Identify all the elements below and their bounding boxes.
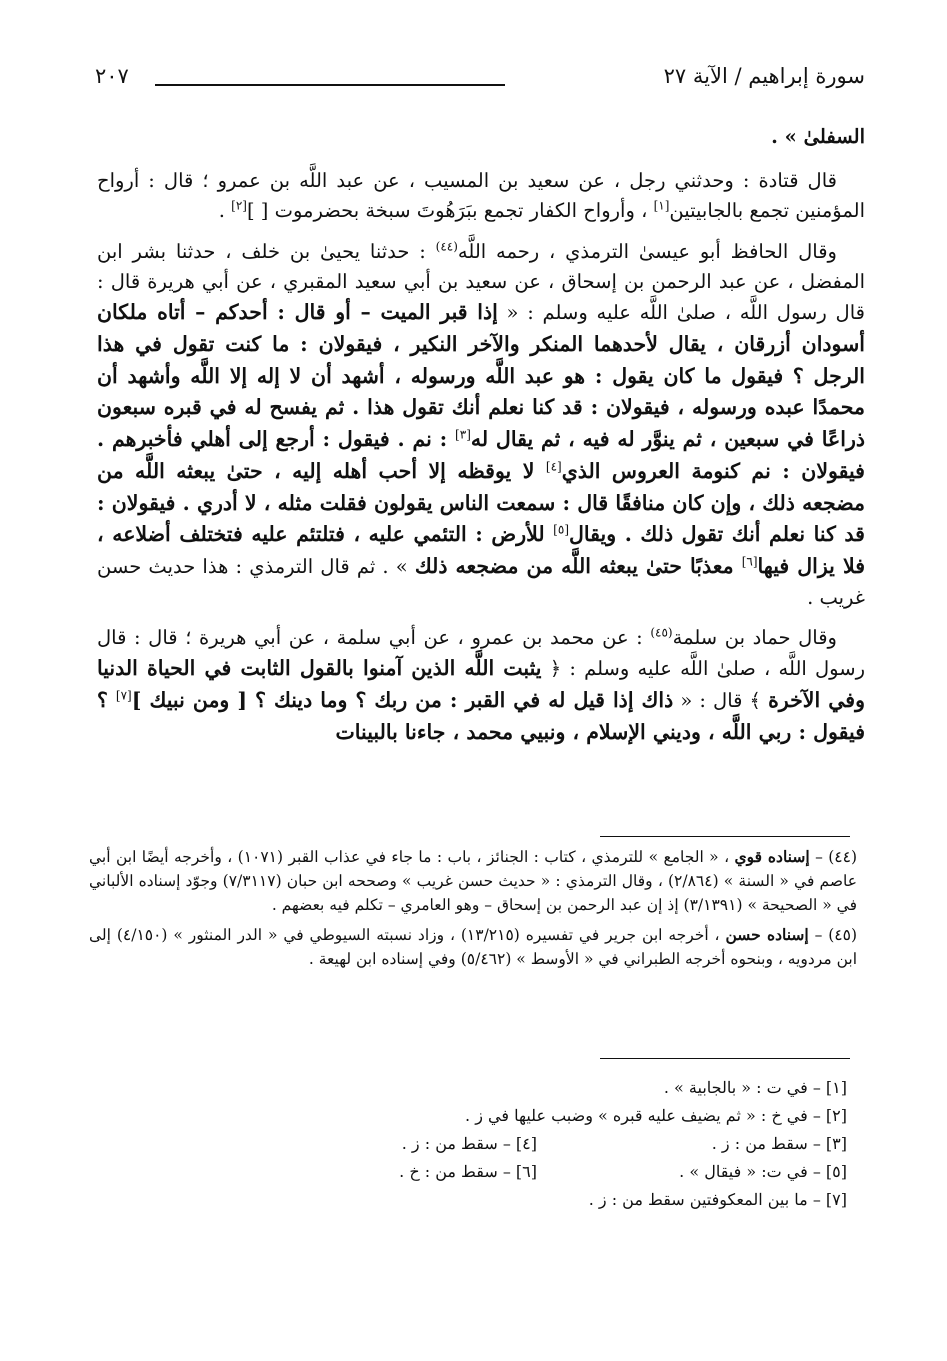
- variant-row-3: [227, 1130, 847, 1158]
- footnotes: [89, 845, 857, 977]
- variant-row-2: [227, 1102, 847, 1130]
- footnote-45: [89, 923, 857, 971]
- main-text: [97, 122, 865, 759]
- paragraph-hammad: [97, 623, 865, 749]
- variant-1: [١] – في ت : « بالجابية » .: [663, 1078, 847, 1097]
- hammad-hadith-1: ذاك إذا قيل له في القبر : من ربك ؟ وما دينك ؟ [ ومن نبيك ]: [131, 688, 674, 713]
- paragraph-closing-quote: [97, 122, 865, 152]
- variant-row-4: [227, 1158, 847, 1186]
- footnote-44-grade: إسناده قوي: [734, 847, 810, 866]
- footnote-ref-44: (٤٤): [435, 239, 458, 254]
- variant-4: [٤] – سقط من : ز .: [401, 1134, 537, 1153]
- variant-row-1: [227, 1074, 847, 1102]
- variant-ref-6: [٦]: [741, 554, 758, 569]
- header-rule: [155, 84, 505, 86]
- variant-row-5: [227, 1186, 847, 1214]
- closing-text: السفلىٰ » .: [771, 125, 865, 148]
- hammad-connector: ﴾ قال : «: [673, 689, 769, 713]
- footnote-45-text: ، أخرجه ابن جرير في تفسيره (١٣/٢١٥) ، وزاد نسبته السيوطي في « الدر المنثور » (٤/١٥٠) إلى ابن مردويه ، وبنحوه أخرجه الطبراني في « الأوسط » (٥/٤٦٢) وفي إسناده ابن لهيعة .: [89, 926, 857, 969]
- tirmidhi-intro: وقال الحافظ أبو عيسىٰ الترمذي ، رحمه اللَّه: [457, 239, 837, 263]
- variant-5: [٥] – في ت: « فيقال » .: [679, 1162, 847, 1181]
- variant-ref-3: [٣]: [455, 427, 471, 442]
- hadith-text-1: إذا قبر الميت – أو قال : أحدكم – أتاه ملكان أسودان أزرقان ، يقال لأحدهما المنكر والآخر النكير ، فيقولان : ما كنت تقول في هذا الرجل ؟ فيقول ما كان يقول : هو عبد اللَّه ورسوله ، أشهد أن لا إله إلا اللَّه وأشهد أن محمدًا عبده ورسوله ، فيقولان : قد كنا نعلم أنك تقول هذا . ثم يفسح له في قبره سبعون ذراعًا في سبعين ، ثم ينوَّر له فيه ، ثم يقال له: [97, 300, 865, 452]
- paragraph-qatada: [97, 166, 865, 226]
- tirmidhi-isnad: : حدثنا يحيىٰ بن خلف ، حدثنا بشر ابن المفضل ، عن عبد الرحمن بن إسحاق ، عن سعيد بن أبي سعيد المقبري ، عن أبي هريرة قال : قال رسول اللَّه ، صلىٰ اللَّه عليه وسلم : «: [97, 239, 865, 325]
- hadith-text-3: لا يوقظه إلا أحب أهله إليه ، حتىٰ يبعثه اللَّه من مضجعه ذلك ، وإن كان منافقًا قال : سمعت الناس يقولون فقلت مثله ، لا أدري . فيقولان : قد كنا نعلم أنك تقول ذلك . ويقال: [97, 458, 865, 547]
- qatada-text-c: .: [218, 199, 232, 223]
- hadith-text-4: للأرض : التئمي عليه ، فتلتئم عليه فتختلف أضلاعه ، فلا يزال فيها: [97, 522, 865, 579]
- hadith-text-5: معذبًا حتىٰ يبعثه اللَّه من مضجعه ذلك: [414, 554, 742, 579]
- hadith-text-2: : نم . فيقول : أرجع إلى أهلي فأخبرهم . فيقولان : نم كنومة العروس الذي: [97, 427, 865, 483]
- page-number: ٢٠٧: [95, 64, 129, 88]
- manuscript-variants: [227, 1074, 847, 1214]
- hammad-isnad: : عن محمد بن عمرو ، عن أبي سلمة ، عن أبي هريرة ؛ قال : قال رسول اللَّه ، صلىٰ اللَّه عليه وسلم : ﴿: [97, 626, 865, 681]
- footnote-44-number: (٤٤) –: [809, 848, 857, 866]
- tirmidhi-conclusion: » . ثم قال الترمذي : هذا حديث حسن غريب .: [97, 555, 865, 609]
- variant-7: [٧] – ما بين المعكوفتين سقط من : ز .: [588, 1190, 847, 1209]
- hammad-hadith-2: ؟ فيقول : ربي اللَّه ، وديني الإسلام ، ونبيي محمد ، جاءنا بالبينات: [97, 688, 865, 744]
- variant-2: [٢] – في خ : « ثم يضيف عليه قبره » وضبب عليها في ز .: [465, 1106, 847, 1125]
- paragraph-tirmidhi: [97, 237, 865, 614]
- footnote-44-text: ، « الجامع » للترمذي ، كتاب : الجنائز ، باب : ما جاء في عذاب القبر (١٠٧١) ، وأخرجه أيضًا ابن أبي عاصم في « السنة » (٢/٨٦٤) ، وقال الترمذي : « حديث حسن غريب » وصححه ابن حبان (٧/٣١١٧) وجوّد إسناده الألباني في « الصحيحة » (٣/١٣٩١) إذ إن عبد الرحمن بن إسحاق – وهو العامري – تكلم فيه بعضهم .: [89, 848, 857, 915]
- hammad-intro: وقال حماد بن سلمة: [672, 626, 837, 650]
- footnote-rule: [600, 836, 850, 837]
- variant-3: [٣] – سقط من : ز .: [711, 1134, 847, 1153]
- variant-ref-2: [٢]: [231, 198, 247, 213]
- page-header: [95, 62, 865, 102]
- qatada-text-b: ، وأرواح الكفار تجمع ببَرَهُوتَ سبخة بحضرموت [ ]: [246, 199, 654, 223]
- variant-ref-4: [٤]: [545, 459, 562, 474]
- variants-rule: [600, 1058, 850, 1059]
- variant-6: [٦] – سقط من : خ .: [399, 1162, 537, 1181]
- variant-ref-5: [٥]: [553, 522, 569, 537]
- footnote-44: [89, 845, 857, 917]
- footnote-45-grade: إسناده حسن: [725, 925, 809, 945]
- quran-verse: يثبت اللَّه الذين آمنوا بالقول الثابت في الحياة الدنيا وفي الآخرة: [97, 656, 865, 713]
- footnote-ref-45: (٤٥): [650, 625, 673, 640]
- running-title: سورة إبراهيم / الآية ٢٧: [663, 64, 865, 88]
- variant-ref-1: [١]: [653, 198, 670, 213]
- footnote-45-number: (٤٥) –: [808, 926, 858, 945]
- variant-ref-7: [٧]: [115, 688, 132, 703]
- qatada-text-a: قال قتادة : وحدثني رجل ، عن سعيد بن المسيب ، عن عبد اللَّه بن عمرو ؛ قال : أرواح المؤمنين تجمع بالجابيتين: [97, 169, 865, 223]
